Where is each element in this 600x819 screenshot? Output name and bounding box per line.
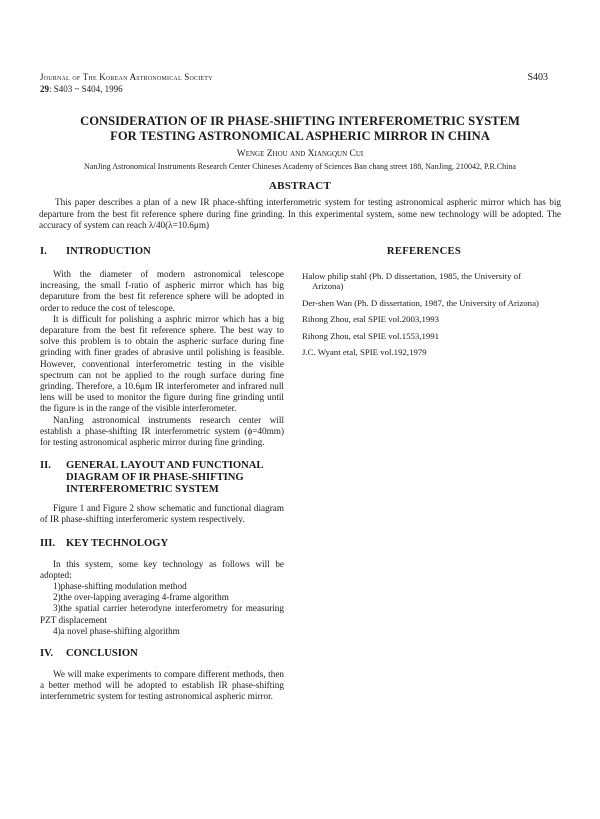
intro-paragraph-3: NanJing astronomical instruments research center will establish a phase-shifting IR interferometric system (ϕ=40mm) for testing astronomical aspheric mirror during fine grinding.: [40, 414, 284, 448]
conclusion-paragraph-1: We will make experiments to compare different methods, then a better method will be adopted to establish IR phase-shifting interfernmetric system for testing astronomical aspheric mirror.: [40, 669, 284, 702]
section-number: II.: [40, 460, 51, 472]
reference-item: Der-shen Wan (Ph. D dissertation, 1987, the University of Arizona): [302, 297, 539, 308]
journal-volume-pages: [40, 84, 123, 94]
section-heading-introduction: [40, 246, 284, 258]
references-heading: REFERENCES: [386, 246, 462, 257]
left-column: [40, 246, 284, 703]
abstract-text: This paper describes a plan of a new IR phace-shfting interferometric system for testing astronomical aspheric mirror which has big departure from the best fit reference sphere during fine grinding. In this experimental system, some new technology will be adopted. The accuracy of system can reach λ/40(λ=10.6μm): [39, 197, 561, 230]
section-heading-key-technology: [40, 538, 284, 550]
section-heading-layout: [40, 460, 284, 496]
section-number: III.: [40, 537, 56, 549]
affiliation: NanJing Astronomical Instruments Research Center Chineses Academy of Sciences Ban chang street 188, NanJing, 210042, P.R.China: [84, 162, 516, 171]
key-tech-item: 2)the over-lapping averaging 4-frame algorithm: [53, 592, 229, 603]
title-line-2: FOR TESTING ASTRONOMICAL ASPHERIC MIRROR IN CHINA: [110, 129, 490, 143]
page-number: S403: [527, 72, 548, 83]
reference-item: J.C. Wyant etal, SPIE vol.192,1979: [302, 347, 427, 358]
section-title: GENERAL LAYOUT AND FUNCTIONAL DIAGRAM OF IR PHASE-SHIFTING INTERFEROMETRIC SYSTEM: [66, 460, 263, 496]
title-line-1: CONSIDERATION OF IR PHASE-SHIFTING INTERFEROMETRIC SYSTEM: [80, 114, 520, 128]
key-tech-item: 3)the spatial carrier heterodyne interferometry for measuring PZT displacement: [40, 603, 284, 625]
section-title: INTRODUCTION: [66, 246, 151, 257]
intro-paragraph-2: It is difficult for polishing a asphric mirror which has a big deparature from the best fit reference sphere. The best way to solve this problem is to obtain the aspheric surface during fine grinding with finer grades of abrasive until polishing is feasible. However, conventional interferometric testing in the visible spectrum can not be applied to the rough surface during fine grinding. Therefore, a 10.6μm IR interferometer and infrared null lens will be used to monitor the figure during fine grinding until the figure is in the range of the visible interferometer.: [40, 313, 284, 414]
section-heading-conclusion: [40, 648, 284, 660]
key-tech-intro: In this system, some key technology as follows will be adopted:: [40, 558, 284, 580]
abstract-heading: ABSTRACT: [268, 180, 332, 192]
page-range: : S403 ~ S404, 1996: [49, 84, 123, 94]
section-title: CONCLUSION: [66, 648, 138, 660]
section-number: IV.: [40, 648, 54, 660]
paper-title: [20, 114, 580, 144]
journal-name: Journal of The Korean Astronomical Society: [40, 72, 213, 82]
reference-item: Halow philip stahl (Ph. D dissertation, 1985, the University of Arizona): [302, 271, 521, 292]
key-tech-item: 4)a novel phase-shifting algorithm: [53, 625, 180, 636]
volume-number: 29: [40, 84, 49, 94]
section-title: KEY TECHNOLOGY: [66, 537, 169, 549]
section-number: I.: [40, 246, 47, 257]
reference-item: Rihong Zhou, etal SPIE vol.2003,1993: [302, 314, 440, 325]
intro-paragraph-1: With the diameter of modern astronomical telescope increasing, the small f-ratio of aspheric mirror which has big deparuture from the best fit reference sphere will be adopted in order to reduce the cost of telescope.: [40, 269, 284, 313]
authors: Wenge Zhou and Xiangqun Cui: [236, 149, 364, 159]
key-tech-item: 1)phase-shifting modulation method: [53, 581, 187, 592]
layout-paragraph-1: Figure 1 and Figure 2 show schematic and functional diagram of IR phase-shifting interferomeric system respectively.: [40, 503, 284, 525]
reference-item: Rihong Zhou, etal SPIE vol.1553,1991: [302, 330, 440, 341]
right-column: [302, 246, 546, 363]
